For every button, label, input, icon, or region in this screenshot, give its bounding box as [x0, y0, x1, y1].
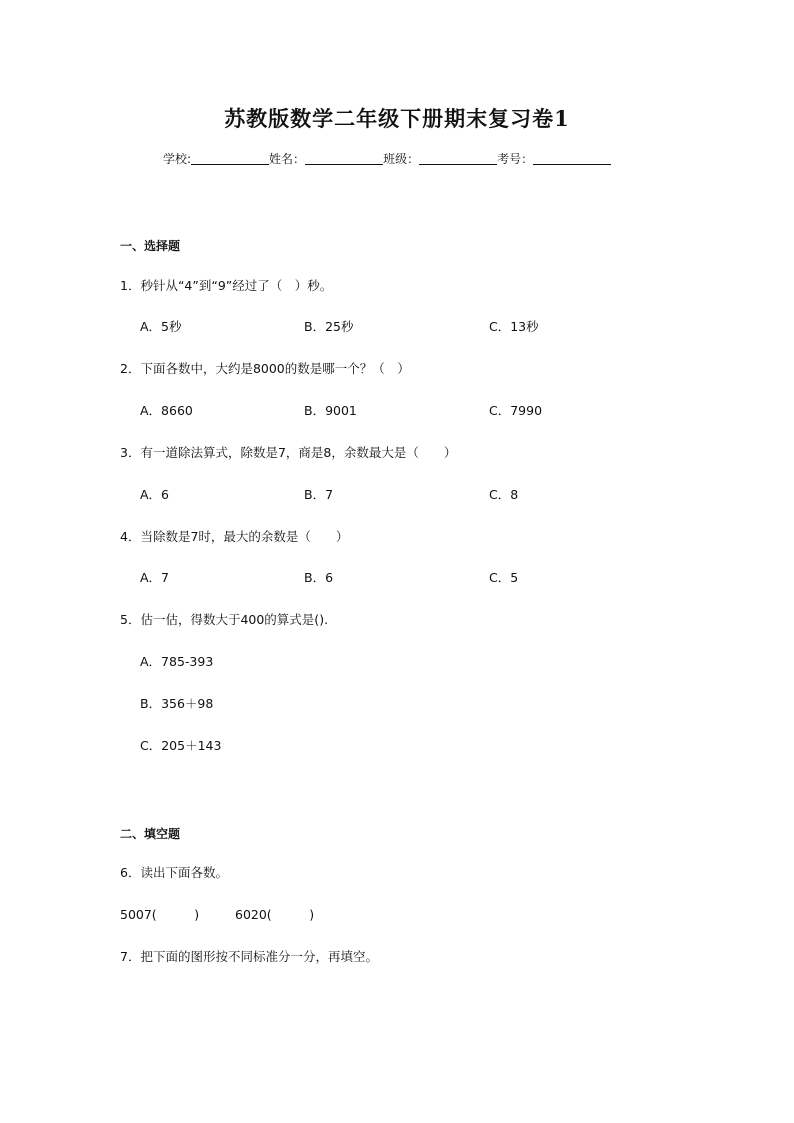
question-6-fill-b[interactable]: 6020( ): [235, 907, 315, 922]
question-1-option-a[interactable]: A．5秒: [140, 319, 182, 334]
question-3-option-c[interactable]: C．8: [489, 487, 519, 502]
question-4: 4．当除数是7时，最大的余数是（ ）: [120, 529, 349, 544]
class-label: 班级：: [383, 152, 420, 166]
school-blank[interactable]: [191, 152, 269, 165]
section-heading-fill: 二、填空题: [120, 827, 181, 841]
question-5: 5．估一估，得数大于400的算式是().: [120, 612, 329, 627]
student-info-line: [163, 150, 611, 167]
page-title: 苏教版数学二年级下册期末复习卷1: [224, 106, 570, 131]
question-5-option-b[interactable]: B．356＋98: [140, 696, 214, 711]
section-heading-choice: 一、选择题: [120, 239, 181, 253]
question-7: 7．把下面的图形按不同标准分一分，再填空。: [120, 949, 378, 964]
question-3-option-a[interactable]: A．6: [140, 487, 170, 502]
question-2-option-b[interactable]: B．9001: [304, 403, 357, 418]
question-4-option-b[interactable]: B．6: [304, 570, 334, 585]
question-5-option-c[interactable]: C．205＋143: [140, 738, 222, 753]
question-6-fill-a[interactable]: 5007( ): [120, 907, 200, 922]
question-2-option-a[interactable]: A．8660: [140, 403, 193, 418]
question-3: 3．有一道除法算式，除数是7，商是8，余数最大是（ ）: [120, 445, 457, 460]
question-4-option-c[interactable]: C．5: [489, 570, 519, 585]
question-1-option-b[interactable]: B．25秒: [304, 319, 354, 334]
name-blank[interactable]: [305, 152, 383, 165]
question-1-option-c[interactable]: C．13秒: [489, 319, 539, 334]
exam-no-blank[interactable]: [533, 152, 611, 165]
question-2: 2．下面各数中，大约是8000的数是哪一个？（ ）: [120, 361, 410, 376]
question-2-option-c[interactable]: C．7990: [489, 403, 543, 418]
exam-no-label: 考号：: [497, 152, 534, 166]
question-1: 1．秒针从“4”到“9”经过了（ ）秒。: [120, 278, 333, 293]
question-5-option-a[interactable]: A．785-393: [140, 654, 214, 669]
class-blank[interactable]: [419, 152, 497, 165]
name-label: 姓名：: [269, 152, 306, 166]
school-label: 学校:: [163, 152, 192, 166]
question-3-option-b[interactable]: B．7: [304, 487, 334, 502]
question-4-option-a[interactable]: A．7: [140, 570, 170, 585]
question-6: 6．读出下面各数。: [120, 865, 228, 880]
